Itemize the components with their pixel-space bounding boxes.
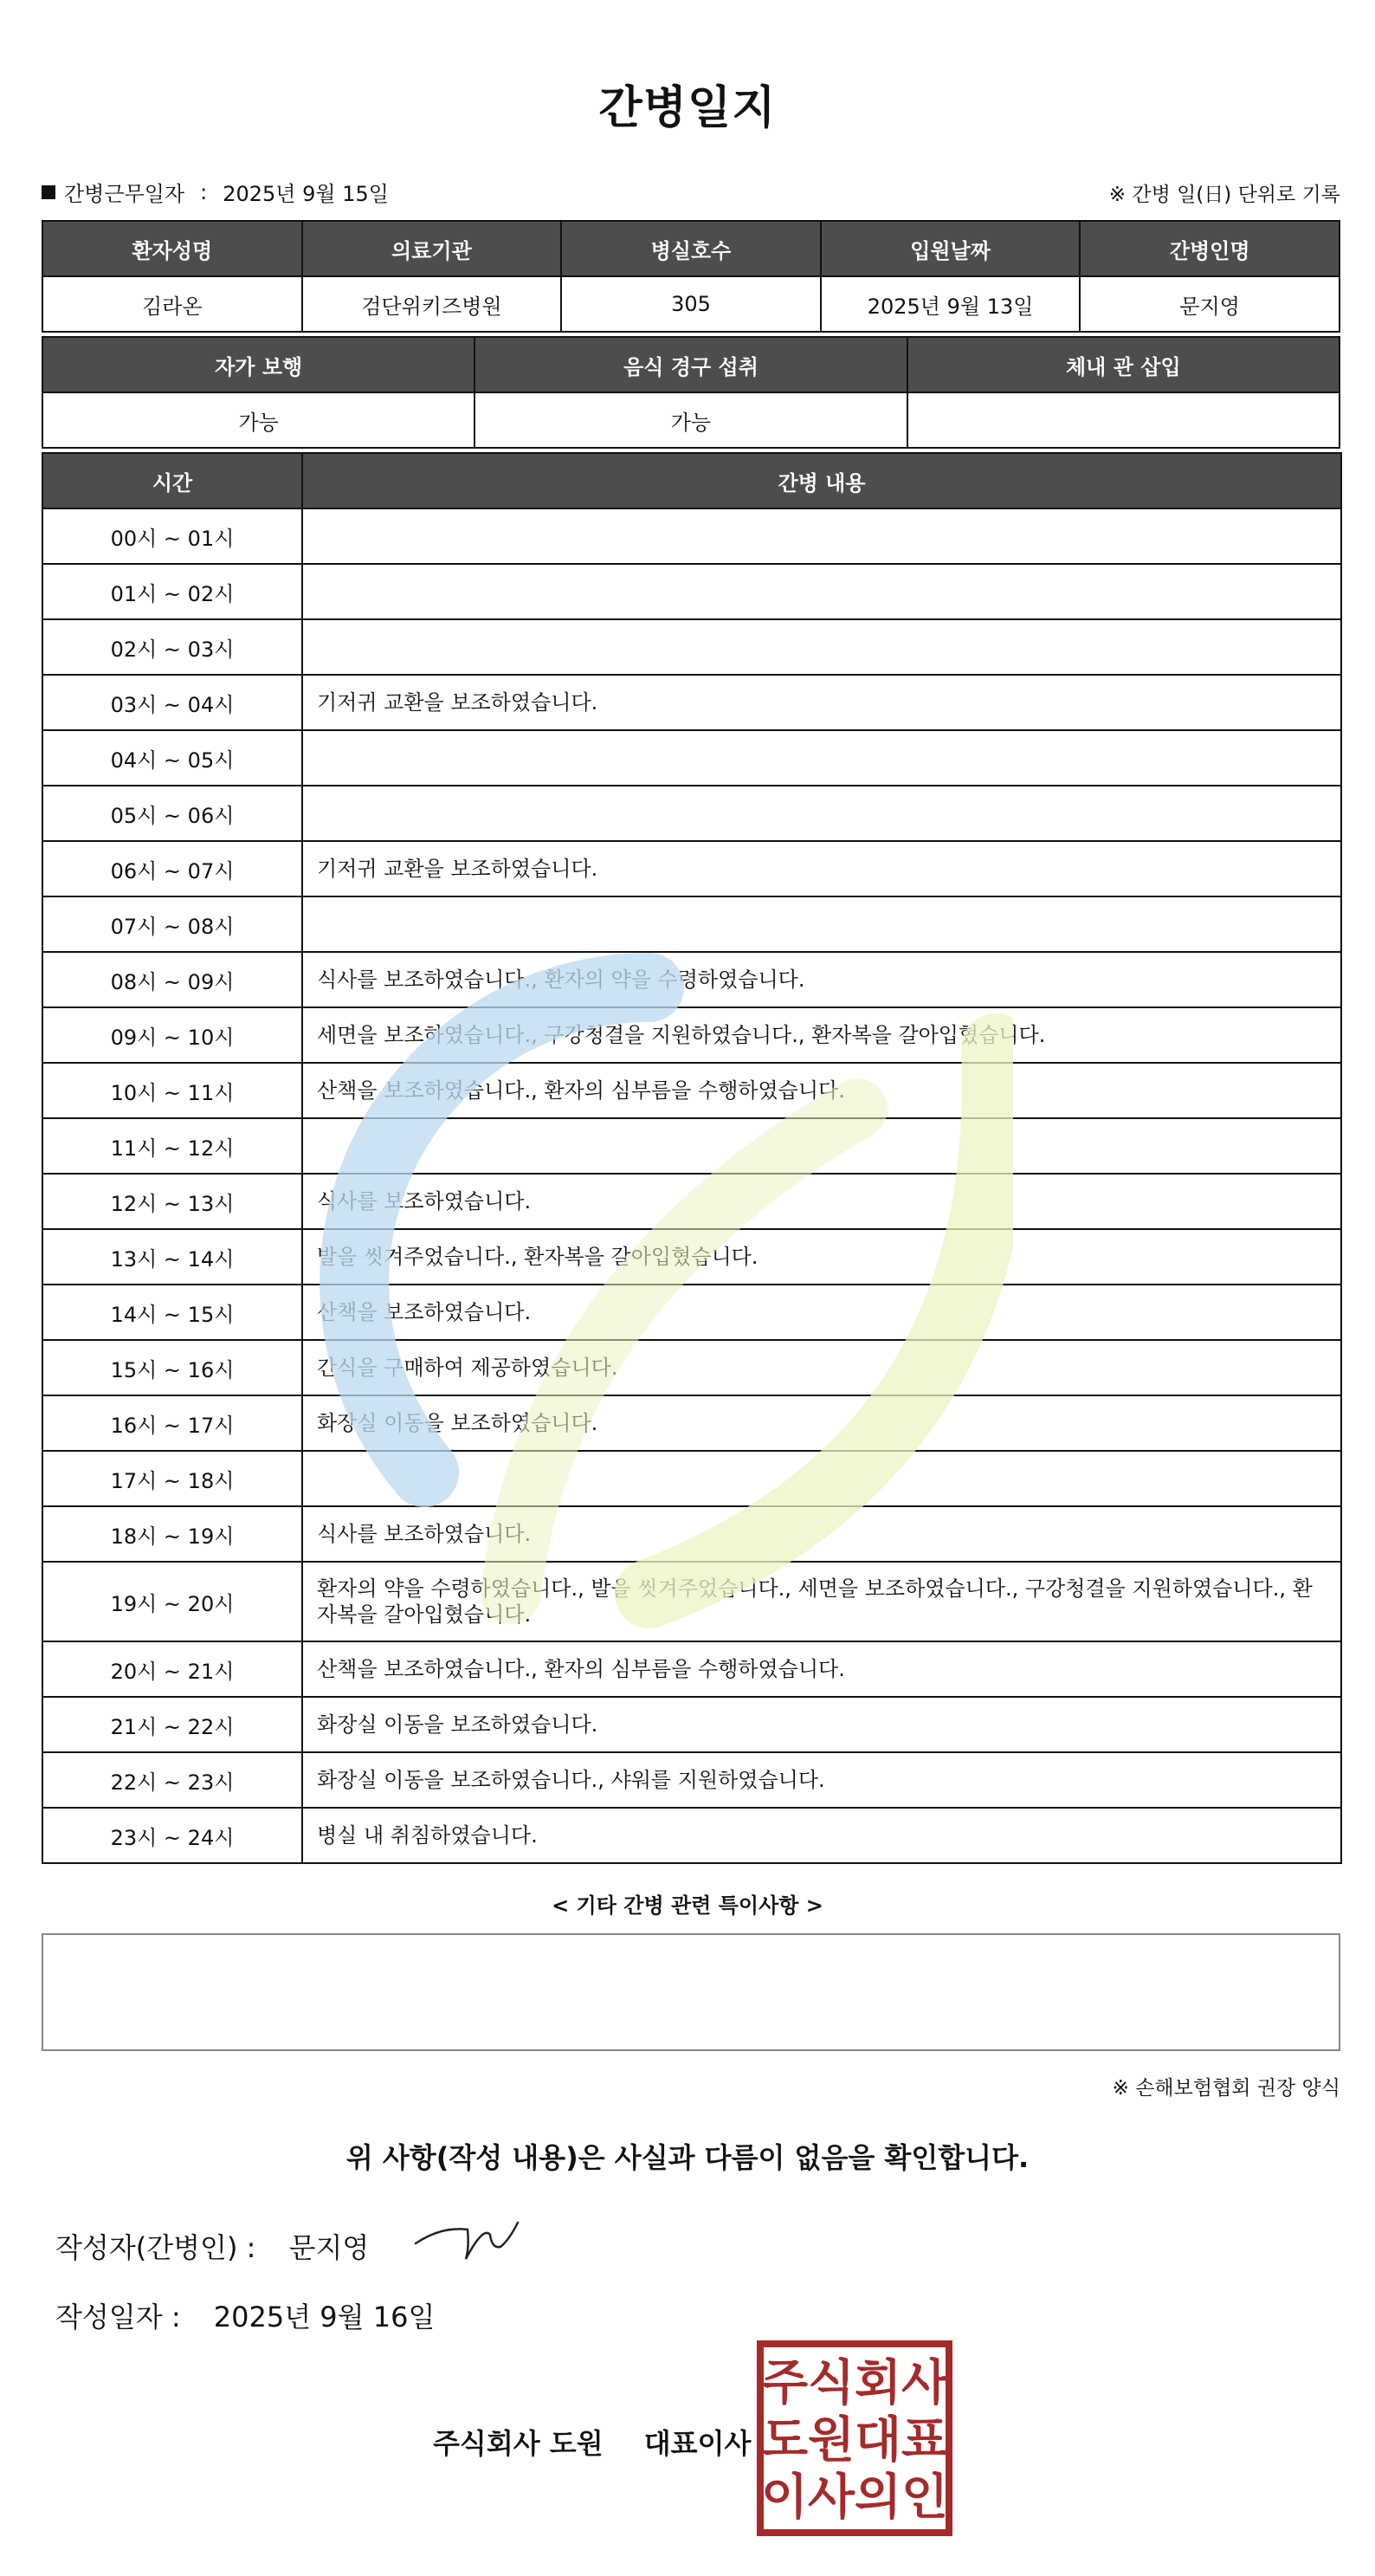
seal-character: 이 xyxy=(760,2469,809,2526)
seal-character: 회 xyxy=(854,2355,902,2411)
tube-insertion-value xyxy=(907,392,1339,448)
time-slot: 11시 ~ 12시 xyxy=(42,1118,302,1174)
table-row xyxy=(42,1395,1341,1451)
self-walking-value: 가능 xyxy=(42,392,474,448)
table-row xyxy=(42,1007,1341,1063)
seal-character: 주 xyxy=(760,2355,809,2411)
time-slot: 15시 ~ 16시 xyxy=(42,1340,302,1395)
seal-character: 도 xyxy=(760,2412,809,2469)
care-content xyxy=(302,1118,1341,1174)
table-row xyxy=(42,786,1341,841)
table-row xyxy=(42,952,1341,1007)
time-slot: 10시 ~ 11시 xyxy=(42,1063,302,1118)
care-content: 간식을 구매하여 제공하였습니다. xyxy=(302,1340,1341,1395)
time-slot: 09시 ~ 10시 xyxy=(42,1007,302,1063)
oral-intake-value: 가능 xyxy=(474,392,907,448)
written-date-value: 2025년 9월 16일 xyxy=(213,2301,436,2333)
table-row xyxy=(42,1641,1341,1697)
form-source-note: ※ 손해보험협회 권장 양식 xyxy=(1112,2077,1340,2100)
care-content xyxy=(302,730,1341,786)
care-content: 세면을 보조하였습니다., 구강청결을 지원하였습니다., 환자복을 갈아입혔습니다. xyxy=(302,1007,1341,1063)
table-row xyxy=(42,730,1341,786)
care-content xyxy=(302,508,1341,564)
company-line xyxy=(433,2422,751,2462)
table-row xyxy=(42,675,1341,730)
header-self-walking: 자가 보행 xyxy=(42,337,474,392)
time-slot: 00시 ~ 01시 xyxy=(42,508,302,564)
table-row xyxy=(42,1285,1341,1340)
header-room-number: 병실호수 xyxy=(561,221,821,276)
care-content: 화장실 이동을 보조하였습니다. xyxy=(302,1697,1341,1752)
time-slot: 13시 ~ 14시 xyxy=(42,1229,302,1285)
header-admission-date: 입원날짜 xyxy=(821,221,1081,276)
seal-character: 인 xyxy=(901,2469,949,2526)
table-row xyxy=(42,1808,1341,1863)
care-content: 산책을 보조하였습니다. xyxy=(302,1285,1341,1340)
table-row xyxy=(42,1063,1341,1118)
care-content: 화장실 이동을 보조하였습니다., 샤워를 지원하였습니다. xyxy=(302,1752,1341,1808)
table-header-row xyxy=(42,221,1339,276)
medical-institution: 검단위키즈병원 xyxy=(302,276,562,332)
patient-info-table xyxy=(42,220,1340,333)
writer-name: 문지영 xyxy=(288,2231,370,2264)
seal-character: 의 xyxy=(854,2469,902,2526)
table-row xyxy=(42,841,1341,896)
work-date-line xyxy=(42,177,389,207)
time-slot: 20시 ~ 21시 xyxy=(42,1641,302,1697)
work-date-separator: : xyxy=(200,179,208,204)
seal-character: 원 xyxy=(807,2412,855,2469)
care-content xyxy=(302,619,1341,675)
seal-character: 사 xyxy=(807,2469,855,2526)
seal-character: 식 xyxy=(807,2355,855,2411)
time-slot: 17시 ~ 18시 xyxy=(42,1451,302,1506)
table-header-row xyxy=(42,453,1341,508)
work-date-label: 간병근무일자 xyxy=(64,182,185,206)
caregiver-name: 문지영 xyxy=(1080,276,1339,332)
special-notes-box xyxy=(42,1933,1340,2051)
table-row xyxy=(42,1451,1341,1506)
header-patient-name: 환자성명 xyxy=(42,221,302,276)
time-slot: 19시 ~ 20시 xyxy=(42,1562,302,1641)
care-content: 산책을 보조하였습니다., 환자의 심부름을 수행하였습니다. xyxy=(302,1063,1341,1118)
care-content: 식사를 보조하였습니다. xyxy=(302,1174,1341,1229)
seal-character: 사 xyxy=(901,2355,949,2411)
notes-title: < 기타 간병 관련 특이사항 > xyxy=(552,1893,823,1918)
work-date-value: 2025년 9월 15일 xyxy=(223,182,389,206)
time-slot: 22시 ~ 23시 xyxy=(42,1752,302,1808)
table-row xyxy=(42,1752,1341,1808)
care-content: 기저귀 교환을 보조하였습니다. xyxy=(302,841,1341,896)
time-slot: 01시 ~ 02시 xyxy=(42,564,302,619)
table-row xyxy=(42,1562,1341,1641)
care-content: 식사를 보조하였습니다., 환자의 약을 수령하였습니다. xyxy=(302,952,1341,1007)
table-row xyxy=(42,1118,1341,1174)
time-slot: 04시 ~ 05시 xyxy=(42,730,302,786)
header-care-content: 간병 내용 xyxy=(302,453,1341,508)
seal-character: 대 xyxy=(854,2412,902,2469)
writer-line xyxy=(55,2226,369,2266)
table-row xyxy=(42,1506,1341,1562)
signature-icon xyxy=(407,2209,537,2269)
page-title: 간병일지 xyxy=(598,82,777,134)
hourly-care-log-table xyxy=(42,452,1342,1864)
written-date-label: 작성일자 : xyxy=(55,2301,181,2333)
table-row xyxy=(42,1174,1341,1229)
table-row xyxy=(42,1697,1341,1752)
time-slot: 23시 ~ 24시 xyxy=(42,1808,302,1863)
care-content xyxy=(302,786,1341,841)
time-slot: 07시 ~ 08시 xyxy=(42,896,302,952)
care-content: 발을 씻겨주었습니다., 환자복을 갈아입혔습니다. xyxy=(302,1229,1341,1285)
time-slot: 16시 ~ 17시 xyxy=(42,1395,302,1451)
confirmation-statement: 위 사항(작성 내용)은 사실과 다름이 없음을 확인합니다. xyxy=(345,2141,1030,2174)
care-content: 병실 내 취침하였습니다. xyxy=(302,1808,1341,1863)
care-content xyxy=(302,564,1341,619)
admission-date: 2025년 9월 13일 xyxy=(821,276,1081,332)
patient-status-table xyxy=(42,336,1340,449)
table-row xyxy=(42,508,1341,564)
record-unit-note: ※ 간병 일(日) 단위로 기록 xyxy=(1108,184,1340,206)
header-tube-insertion: 체내 관 삽입 xyxy=(907,337,1339,392)
time-slot: 02시 ~ 03시 xyxy=(42,619,302,675)
header-oral-intake: 음식 경구 섭취 xyxy=(474,337,907,392)
time-slot: 03시 ~ 04시 xyxy=(42,675,302,730)
care-content: 산책을 보조하였습니다., 환자의 심부름을 수행하였습니다. xyxy=(302,1641,1341,1697)
seal-character: 표 xyxy=(901,2412,949,2469)
company-seal-icon xyxy=(755,2339,954,2538)
table-row xyxy=(42,1229,1341,1285)
care-content: 식사를 보조하였습니다. xyxy=(302,1506,1341,1562)
care-content: 환자의 약을 수령하였습니다., 발을 씻겨주었습니다., 세면을 보조하였습니다., 구강청결을 지원하였습니다., 환자복을 갈아입혔습니다. xyxy=(302,1562,1341,1641)
time-slot: 18시 ~ 19시 xyxy=(42,1506,302,1562)
written-date-line xyxy=(55,2295,435,2335)
care-content xyxy=(302,1451,1341,1506)
table-row xyxy=(42,619,1341,675)
care-content xyxy=(302,896,1341,952)
table-row xyxy=(42,564,1341,619)
time-slot: 05시 ~ 06시 xyxy=(42,786,302,841)
company-name: 주식회사 도원 xyxy=(433,2427,604,2460)
care-content: 기저귀 교환을 보조하였습니다. xyxy=(302,675,1341,730)
room-number: 305 xyxy=(561,276,821,332)
table-header-row xyxy=(42,337,1339,392)
header-time: 시간 xyxy=(42,453,302,508)
table-row xyxy=(42,392,1339,448)
table-row xyxy=(42,276,1339,332)
bullet-square-icon xyxy=(42,185,55,199)
time-slot: 14시 ~ 15시 xyxy=(42,1285,302,1340)
time-slot: 08시 ~ 09시 xyxy=(42,952,302,1007)
time-slot: 12시 ~ 13시 xyxy=(42,1174,302,1229)
company-representative-title: 대표이사 xyxy=(643,2427,752,2460)
header-medical-institution: 의료기관 xyxy=(302,221,562,276)
time-slot: 21시 ~ 22시 xyxy=(42,1697,302,1752)
header-caregiver-name: 간병인명 xyxy=(1080,221,1339,276)
care-content: 화장실 이동을 보조하였습니다. xyxy=(302,1395,1341,1451)
patient-name: 김라온 xyxy=(42,276,302,332)
time-slot: 06시 ~ 07시 xyxy=(42,841,302,896)
table-row xyxy=(42,1340,1341,1395)
writer-label: 작성자(간병인) : xyxy=(55,2231,256,2264)
table-row xyxy=(42,896,1341,952)
